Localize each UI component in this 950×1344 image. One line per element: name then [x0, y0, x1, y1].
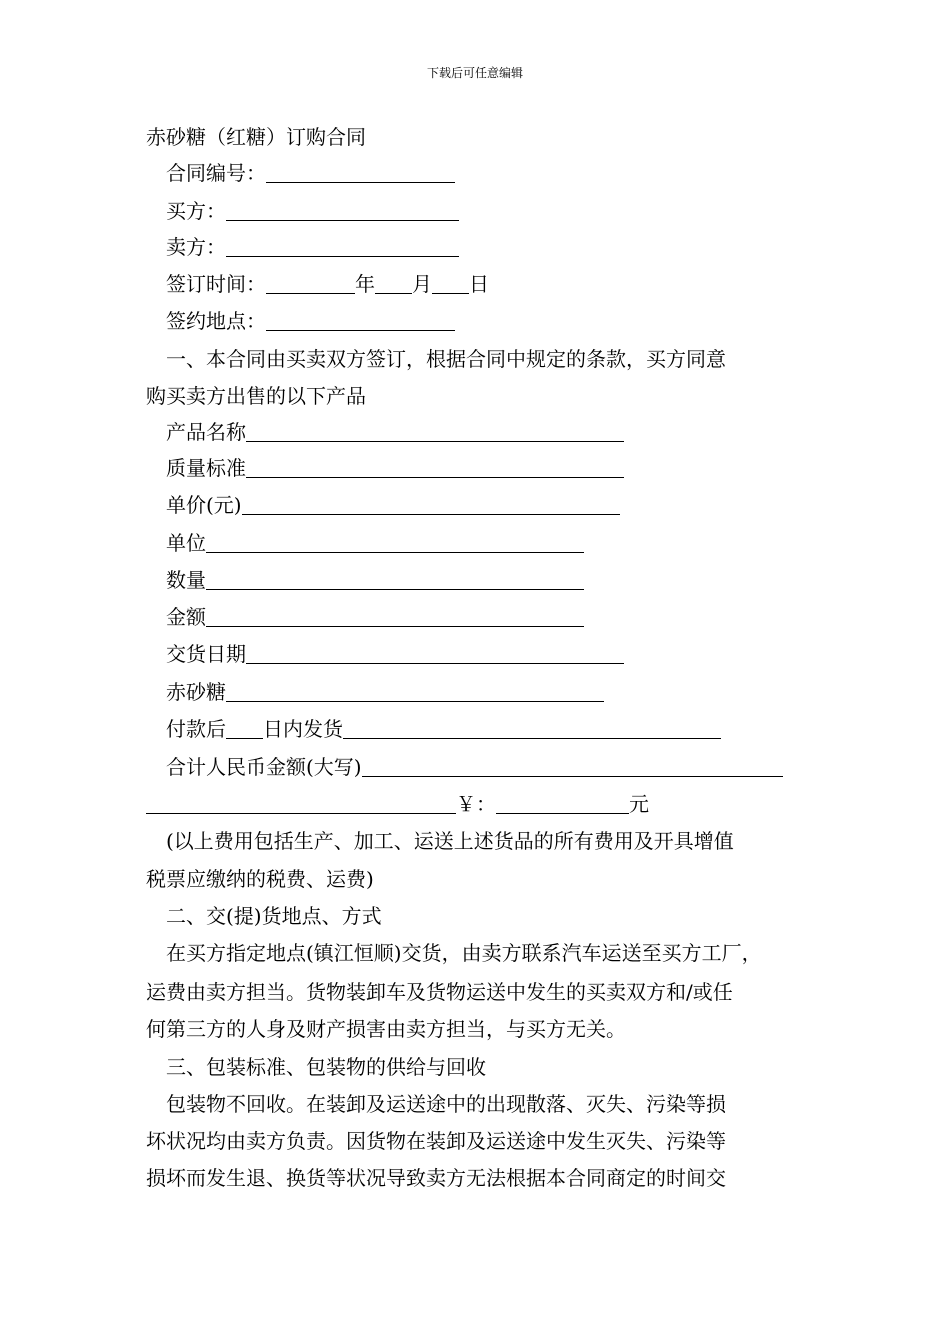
- sign-place-blank[interactable]: [266, 310, 455, 331]
- sign-month-blank[interactable]: [375, 273, 412, 294]
- total-blank[interactable]: [362, 756, 783, 777]
- sign-place-row: [166, 308, 455, 334]
- sign-time-row: [166, 271, 489, 297]
- sign-time-label: 签订时间：: [166, 272, 266, 296]
- section3-p2: 坏状况均由卖方负责。因货物在装卸及运送途中发生灭失、污染等: [146, 1129, 726, 1153]
- unit-label: 单位: [166, 531, 206, 555]
- quality-blank[interactable]: [246, 457, 624, 478]
- month-label: 月: [412, 272, 432, 296]
- section1-intro-2: 购买卖方出售的以下产品: [146, 384, 366, 408]
- total-label: 合计人民币金额(大写): [166, 755, 362, 779]
- product-name-row: [166, 419, 624, 445]
- day-label: 日: [469, 272, 489, 296]
- buyer-label: 买方：: [166, 199, 226, 223]
- total-row: [166, 754, 783, 780]
- delivery-date-label: 交货日期: [166, 642, 246, 666]
- unit-price-row: [166, 492, 620, 518]
- amount-label: 金额: [166, 605, 206, 629]
- quantity-blank[interactable]: [206, 569, 584, 590]
- ship-after-pay-row: [166, 716, 721, 742]
- delivery-date-blank[interactable]: [246, 643, 624, 664]
- contract-no-label: 合同编号：: [166, 161, 266, 185]
- quality-label: 质量标准: [166, 456, 246, 480]
- document-title: 赤砂糖（红糖）订购合同: [146, 125, 366, 149]
- amount-row: [166, 604, 584, 630]
- quality-row: [166, 455, 624, 481]
- amount-blank[interactable]: [206, 606, 584, 627]
- sugar-row: [166, 679, 604, 705]
- header-note: 下载后可任意编辑: [426, 66, 523, 80]
- sign-place-label: 签约地点：: [166, 309, 266, 333]
- sign-year-blank[interactable]: [266, 273, 355, 294]
- contract-no-blank[interactable]: [266, 162, 455, 183]
- sugar-blank[interactable]: [226, 681, 604, 702]
- section2-p2: 运费由卖方担当。货物装卸车及货物运送中发生的买卖双方和/或任: [146, 980, 733, 1004]
- seller-row: [166, 234, 459, 260]
- ship-after-pay-label-a: 付款后: [166, 717, 226, 741]
- sugar-label: 赤砂糖: [166, 680, 226, 704]
- yen-blank[interactable]: [496, 793, 629, 814]
- seller-blank[interactable]: [226, 236, 459, 257]
- ship-after-pay-label-b: 日内发货: [263, 717, 343, 741]
- contract-no-row: [166, 160, 455, 186]
- sign-day-blank[interactable]: [432, 273, 469, 294]
- section2-heading: 二、交(提)货地点、方式: [166, 904, 382, 928]
- yuan-label: 元: [629, 792, 649, 816]
- section2-p1: 在买方指定地点(镇江恒顺)交货，由卖方联系汽车运送至买方工厂，: [166, 941, 762, 965]
- seller-label: 卖方：: [166, 235, 226, 259]
- total-blank-cont[interactable]: [146, 793, 456, 814]
- product-name-blank[interactable]: [246, 421, 624, 442]
- section1-note-2: 税票应缴纳的税费、运费): [146, 867, 374, 891]
- unit-blank[interactable]: [206, 532, 584, 553]
- section3-p3: 损坏而发生退、换货等状况导致卖方无法根据本合同商定的时间交: [146, 1166, 726, 1190]
- delivery-date-row: [166, 641, 624, 667]
- section3-heading: 三、包装标准、包装物的供给与回收: [166, 1055, 486, 1079]
- buyer-row: [166, 198, 459, 224]
- section1-note-1: (以上费用包括生产、加工、运送上述货品的所有费用及开具增值: [166, 829, 734, 853]
- quantity-row: [166, 567, 584, 593]
- buyer-blank[interactable]: [226, 200, 459, 221]
- ship-note-blank[interactable]: [343, 718, 721, 739]
- year-label: 年: [355, 272, 375, 296]
- unit-row: [166, 530, 584, 556]
- quantity-label: 数量: [166, 568, 206, 592]
- section3-p1: 包装物不回收。在装卸及运送途中的出现散落、灭失、污染等损: [166, 1092, 726, 1116]
- ship-days-blank[interactable]: [226, 718, 263, 739]
- section2-p3: 何第三方的人身及财产损害由卖方担当，与买方无关。: [146, 1017, 626, 1041]
- product-name-label: 产品名称: [166, 420, 246, 444]
- unit-price-blank[interactable]: [242, 494, 620, 515]
- section1-intro-1: 一、本合同由买卖双方签订，根据合同中规定的条款，买方同意: [166, 347, 726, 371]
- yen-row: [146, 791, 649, 817]
- yen-label: ￥：: [456, 792, 496, 816]
- unit-price-label: 单价(元): [166, 493, 242, 517]
